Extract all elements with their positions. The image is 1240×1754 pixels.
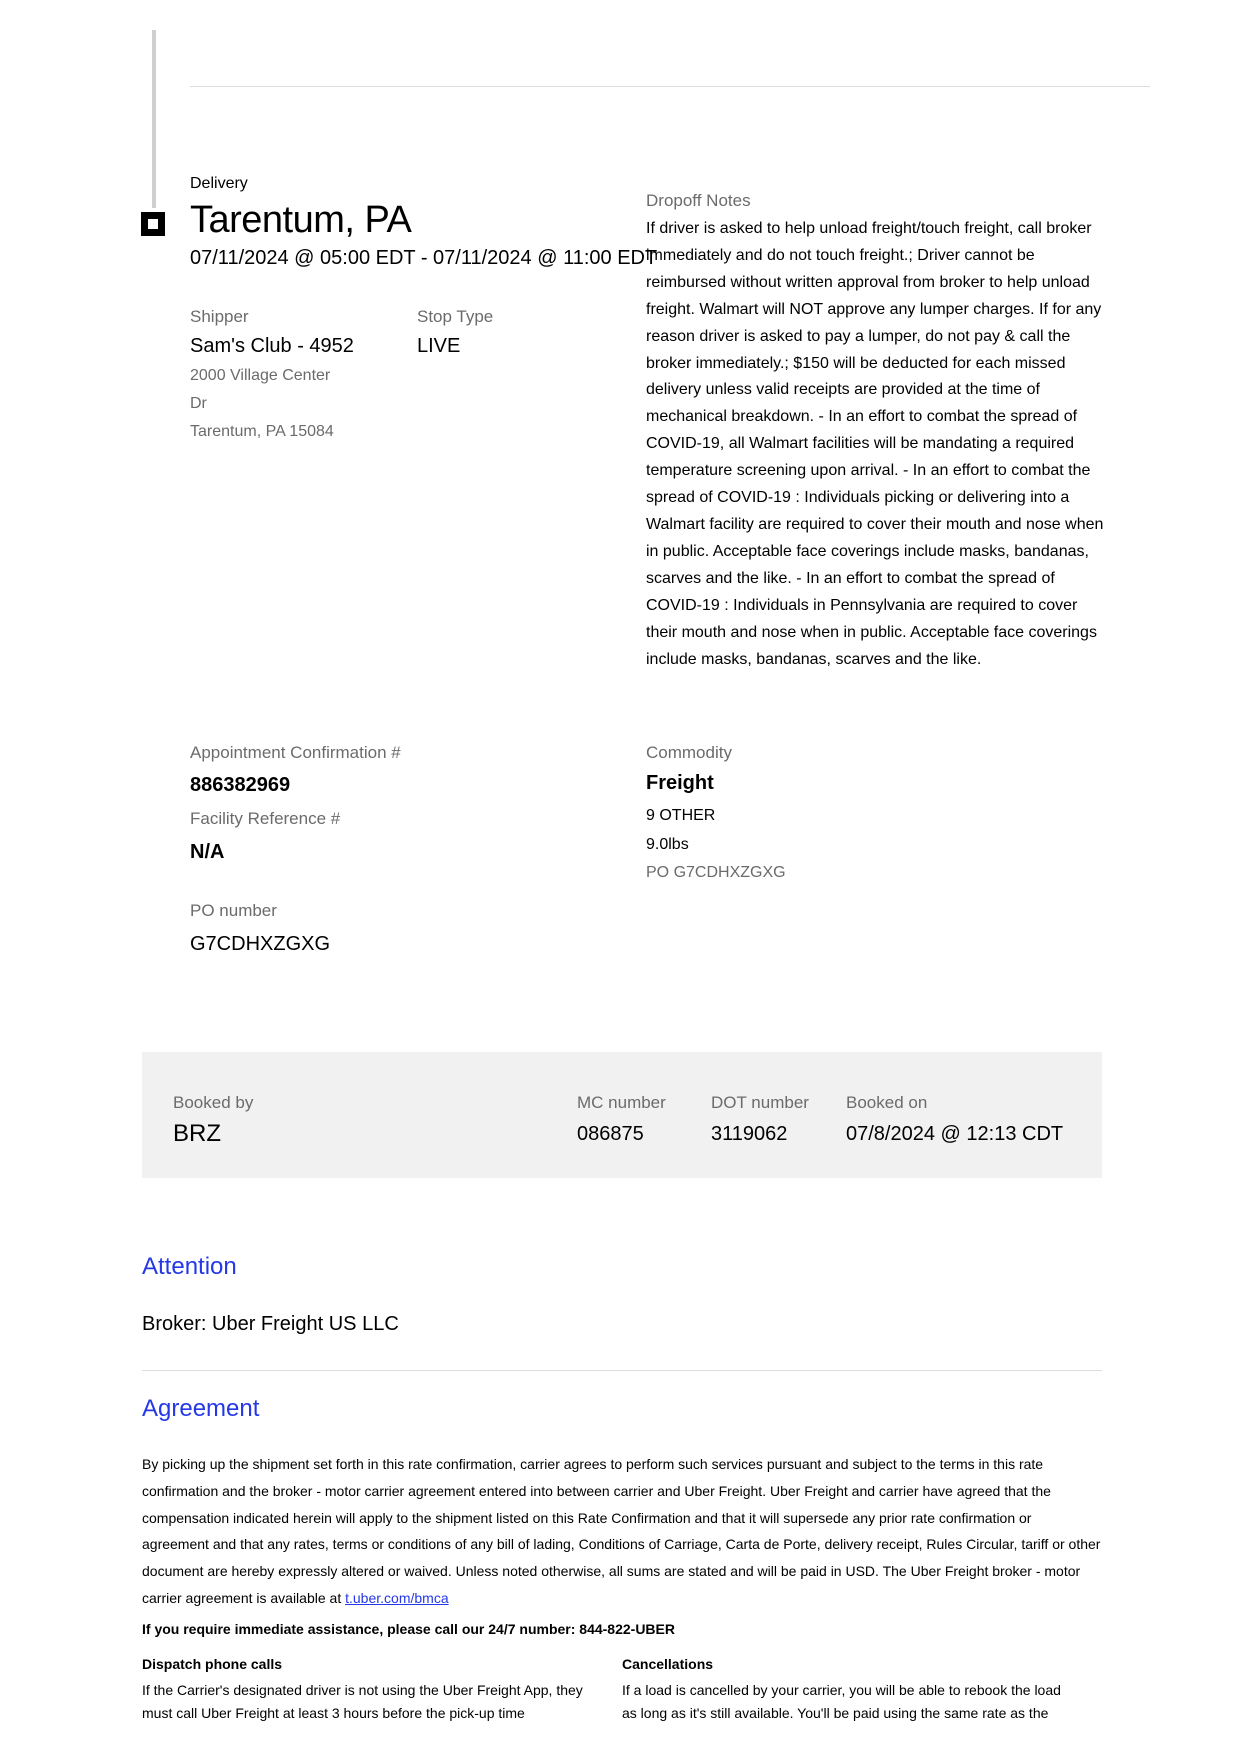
- dot-number-value: 3119062: [711, 1123, 788, 1145]
- agreement-body: By picking up the shipment set forth in this rate confirmation, carrier agrees to perform such services pursuant and subject to the terms in this rate confirmation and the broker - motor carrier agreement entered into between carrier and Uber Freight. Uber Freight and carrier have agreed that the compensation indicated herein will apply to the shipment listed on this Rate Confirmation and that it will supersede any prior rate confirmation or agreement and that any rates, terms or conditions of any bill of lading, Conditions of Carriage, Carta de Porte, delivery receipt, Rules Circular, tariff or other document are hereby expressly altered or waived. Unless noted otherwise, all sums are stated and will be paid in USD. The Uber Freight broker - motor carrier agreement is available at: [142, 1456, 1101, 1606]
- appointment-label: Appointment Confirmation #: [190, 743, 401, 762]
- appointment-value: 886382969: [190, 774, 291, 796]
- agreement-text: [142, 1451, 1102, 1612]
- divider: [190, 86, 1150, 87]
- facility-ref-label: Facility Reference #: [190, 809, 341, 828]
- shipper-name: Sam's Club - 4952: [190, 335, 354, 357]
- commodity-name: Freight: [646, 772, 714, 794]
- booked-on-value: 07/8/2024 @ 12:13 CDT: [846, 1123, 1064, 1145]
- broker-name: Broker: Uber Freight US LLC: [142, 1313, 399, 1335]
- bmca-link[interactable]: t.uber.com/bmca: [345, 1589, 449, 1606]
- po-number-value: G7CDHXZGXG: [190, 933, 331, 955]
- dot-number-label: DOT number: [711, 1093, 809, 1112]
- dropoff-notes-label: Dropoff Notes: [646, 191, 751, 210]
- address-line: Tarentum, PA 15084: [190, 423, 334, 440]
- booked-on-label: Booked on: [846, 1093, 928, 1112]
- shipper-address: [190, 362, 334, 446]
- stop-marker-icon: [141, 212, 165, 236]
- commodity-weight: 9.0lbs: [646, 836, 689, 853]
- facility-ref-value: N/A: [190, 841, 225, 863]
- stop-city: Tarentum, PA: [190, 199, 412, 241]
- attention-heading: Attention: [142, 1253, 237, 1280]
- po-number-label: PO number: [190, 901, 277, 920]
- mc-number-label: MC number: [577, 1093, 666, 1112]
- dispatch-title: Dispatch phone calls: [142, 1656, 283, 1672]
- agreement-heading: Agreement: [142, 1395, 260, 1422]
- booked-by-label: Booked by: [173, 1093, 254, 1112]
- booked-by-value: BRZ: [173, 1120, 221, 1147]
- dropoff-notes-text: If driver is asked to help unload freight/touch freight, call broker immediately and do not touch freight.; Driver cannot be reimbursed without written approval from broker to help unload freight. Walmart will NOT approve any lumper charges. If for any reason driver is asked to pay a lumper, do not pay & call the broker immediately.; $150 will be deducted for each missed delivery unless valid receipts are provided at the time of mechanical breakdown. - In an effort to combat the spread of COVID-19, all Walmart facilities will be mandating a required temperature screening upon arrival. - In an effort to combat the spread of COVID-19 : Individuals picking or delivering into a Walmart facility are required to cover their mouth and nose when in public. Acceptable face coverings include masks, bandanas, scarves and the like. - In an effort to combat the spread of COVID-19 : Individuals in Pennsylvania are required to cover their mouth and nose when in public. Acceptable face coverings include masks, bandanas, scarves and the like.: [646, 220, 1104, 668]
- shipper-label: Shipper: [190, 307, 249, 326]
- address-line: 2000 Village Center: [190, 367, 331, 384]
- stop-type-field-label: Stop Type: [417, 307, 494, 326]
- mc-number-value: 086875: [577, 1123, 644, 1145]
- stop-type-value: LIVE: [417, 335, 461, 357]
- dispatch-text: If the Carrier's designated driver is not using the Uber Freight App, they must call Uber Freight at least 3 hours before the pick-up time: [142, 1682, 583, 1721]
- address-line: Dr: [190, 395, 207, 412]
- booking-summary: [142, 1052, 1102, 1178]
- commodity-po: PO G7CDHXZGXG: [646, 864, 786, 881]
- timeline-line: [152, 30, 156, 208]
- stop-window: 07/11/2024 @ 05:00 EDT - 07/11/2024 @ 11:00 EDT: [190, 247, 658, 269]
- commodity-label: Commodity: [646, 743, 732, 762]
- assistance-line: If you require immediate assistance, please call our 24/7 number: 844-822-UBER: [142, 1621, 675, 1637]
- cancellations-text: If a load is cancelled by your carrier, you will be able to rebook the load as long as it's still available. You'll be paid using the same rate as the: [622, 1682, 1061, 1721]
- commodity-quantity: 9 OTHER: [646, 807, 716, 824]
- divider: [142, 1370, 1102, 1371]
- stop-type-label: Delivery: [190, 175, 248, 192]
- cancellations-title: Cancellations: [622, 1656, 714, 1672]
